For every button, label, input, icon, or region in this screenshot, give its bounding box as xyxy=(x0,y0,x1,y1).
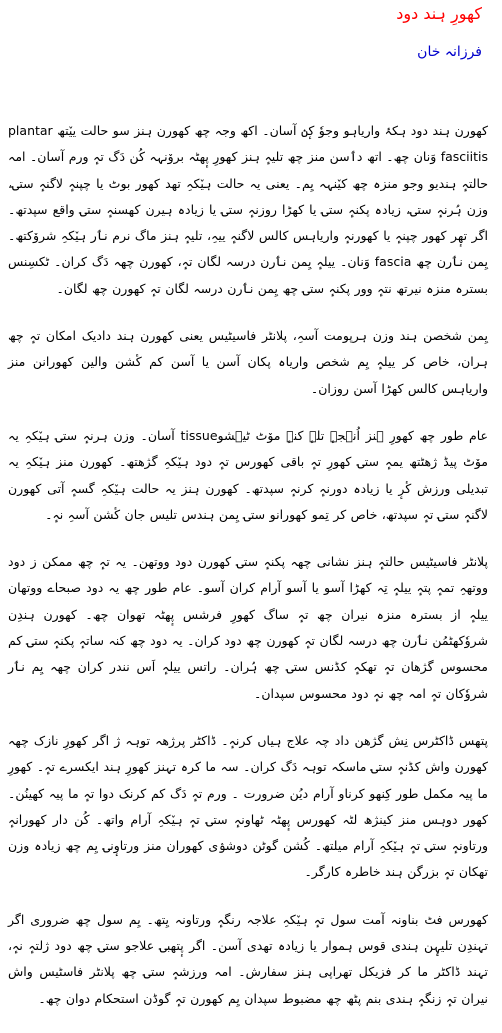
paragraph: عام طور چھ کھورِ ہنز اُنٛجہٕ تلہٕ کنہٕ مۆٹ ٹیٛشوtissue آسان۔ وزن ہرنہٕ ستۍ ہیٚکہِ یہ مۆٹ پیڈ ژھٹتھ یمہٕ ستۍ کھورِ تہٕ باقی کھورس تہٕ دود ہیٚکہِ گژھتھ۔ کھورن منز ہیٚکہِ یہ تبدیلی ورزش کٔرٕ یا زیادہ دورنہٕ کرنہٕ سپدتھ۔ کھورن ہنز یہ حالت ہیٚکہِ گسہٕ آتی کھورن لاگنہٕ ستۍ تہٕ سپدتھ، خاص کر تِمو کھورانو ستۍ یِمن ہندس تلیس جان کٔشن آسہِ نہٕ۔ xyxy=(8,427,489,522)
paragraph: کھورس فٹ بناونہ آمت سول تہٕ ہیٚکہِ علاجہ رنگہٕ ورتاونہ یِتھ۔ یِم سول چھ ضروری اگر تہندِن تلیہٕن ہندی قوس ہموار یا زیادہ تھدی آسن۔ اگر پٕتھبۍ علاجو ستۍ چھ دود ژلتہٕ نہٕ، تہند ڈاکٹر ما کر فزیکل تھراپی ہنز سفارش۔ امہ ورزشہٕ ستۍ چھ پلانٹر فاسٹیس واش نیران تہٕ زنگہٕ ہندی بنم پٹھ چھ مضبوط سپدان یِم کھورن تہٕ گوڈن استحکام دوان چھ۔ xyxy=(8,911,488,1006)
paragraph: یِمن شخصن ہند وزن ہرپومت آسہِ، پلانٹر فاسیٹیس یعنی کھورن ہند دادیک امکان تہٕ چھ ہران، خاص کر ییلہٕ یِم شخص واریاہ پکان آسن یا آسن کم کٔشن والین کھورانن منز واریاہس کالس کھڑا آسن روزان۔ xyxy=(8,328,488,396)
article-body xyxy=(8,118,488,1033)
paragraph: پتھس ڈاکٹرس نِش گژھن داد چہ علاج ہیاں کرنہٕ۔ ڈاکٹر پرژھہ توہہ ژ اگر کھورِ نازک چھہ کھورن واش کڈنہٕ ستۍ ماسکہ توہہ دَگ کران۔ سہ ما کرہ تہنز کھورِ ہند ایکسرے تہٕ۔ کھورِ ما پیہ مکمل طور کِنھو کرناو آرام دیُن ضرورت ۔ ورم تہٕ دَگ کم کرنک دوا تہٕ ما پیہ کھینُن۔ کھور دوہس منز کینژھ لٹہ کھورس پٕھٹہ ٹھاونہٕ ستۍ تہٕ ہیٚکہِ آرام واتھ۔ کُن دار کھورانہٕ ورتاونہٕ ستۍ تہٕ ہیٚکہِ آرام میلتھ۔ کُشن گوٹن دوشوٛی کھوران منز ورتاوٕنۍ یِم چھ زیادہ وزن تھکان تہٕ بزرگن ہند خاطرہ کارگر۔ xyxy=(8,732,488,880)
paragraph: پلانٹر فاسیٹیس حالتہٕ ہنز نشانی چھہ پکنہٕ ستۍ کھورن دود ووتھن۔ یہ تہٕ چھ ممکن ز دود ووتھہِ تمہٕ پتہٕ ییلہٕ تِہ کھڑا آسو یا آسو آرام کران آسو۔ عام طور چھ یہ دود صبحاے ووتھان ییلہٕ از بسترہ منزہ نیران چھ تہٕ ساگ کھورِ فرشس پٕھٹہ تھوان چھ۔ کھورن ہندِن شروٗکھٹمُن نٲرن چھ درسہ لگان تہٕ کھورن چھ دود کران۔ یہ دود چھ کنہ ساتہٕ پکنہٕ ستۍ کم محسوس گژھان تہٕ تھکہٕ کڈنس ستۍ چھ ہُران۔ راتس ییلہٕ اَس نندر کران چھہ یِم نٲر شروٗکان تہٕ امہ چھ نہٕ دود محسوس سپدان۔ xyxy=(8,554,488,701)
paragraph: کھورن ہند دود ہکۂ واریاہو وجوٗ کٕنٛ آسان۔ اکھ وجہ چھ کھورن ہنز سو حالت ییٚتھ plantar fasciitis وَنان چھ۔ اتھ دٲسن منز چھ تلیہٕ ہنز کھورِ پٕھٹہ بروٚنہہ کُن دَگ تہٕ ورم آسان۔ امہ حالتہٕ ہندیو وجو منزہ چھ کیٚنہہ یِم۔ یعنی یہ حالت ہیٚکہِ تھد کھور بوٹ یا چپنہٕ لاگنہٕ ستۍ، وزن ہُرنہٕ ستۍ، زیادہ پکنہٕ ستۍ یا کھڑا روزنہٕ ستۍ یا زیادہ ہیرن کھسنہٕ ستۍ واقع سپدتھ۔ اگر تھٕر کھور چپنہٕ یا کھورنہٕ واریاہس کالس لاگنہٕ ییہِ، تلیہٕ ہنز ماگ نرم نٲر ہیٚکہِ شروٚکتھ۔ یِمن نٲرن چھ fascia وَنان۔ ییلہٕ یِمن نٲرن درسہ لگان تہٕ، کھورن چھہ دَگ کران۔ ٹکسِنس بسترہ منزہ نیرتھ نتہٕ وور پکنہٕ ستۍ چھ یِمن نٲرن درسہ لگان تہٕ کھورن چھ لگان۔ xyxy=(8,123,488,296)
article-title: کھورِ ہند دود xyxy=(396,4,482,23)
author-name: فرزانہ خان xyxy=(417,44,482,60)
